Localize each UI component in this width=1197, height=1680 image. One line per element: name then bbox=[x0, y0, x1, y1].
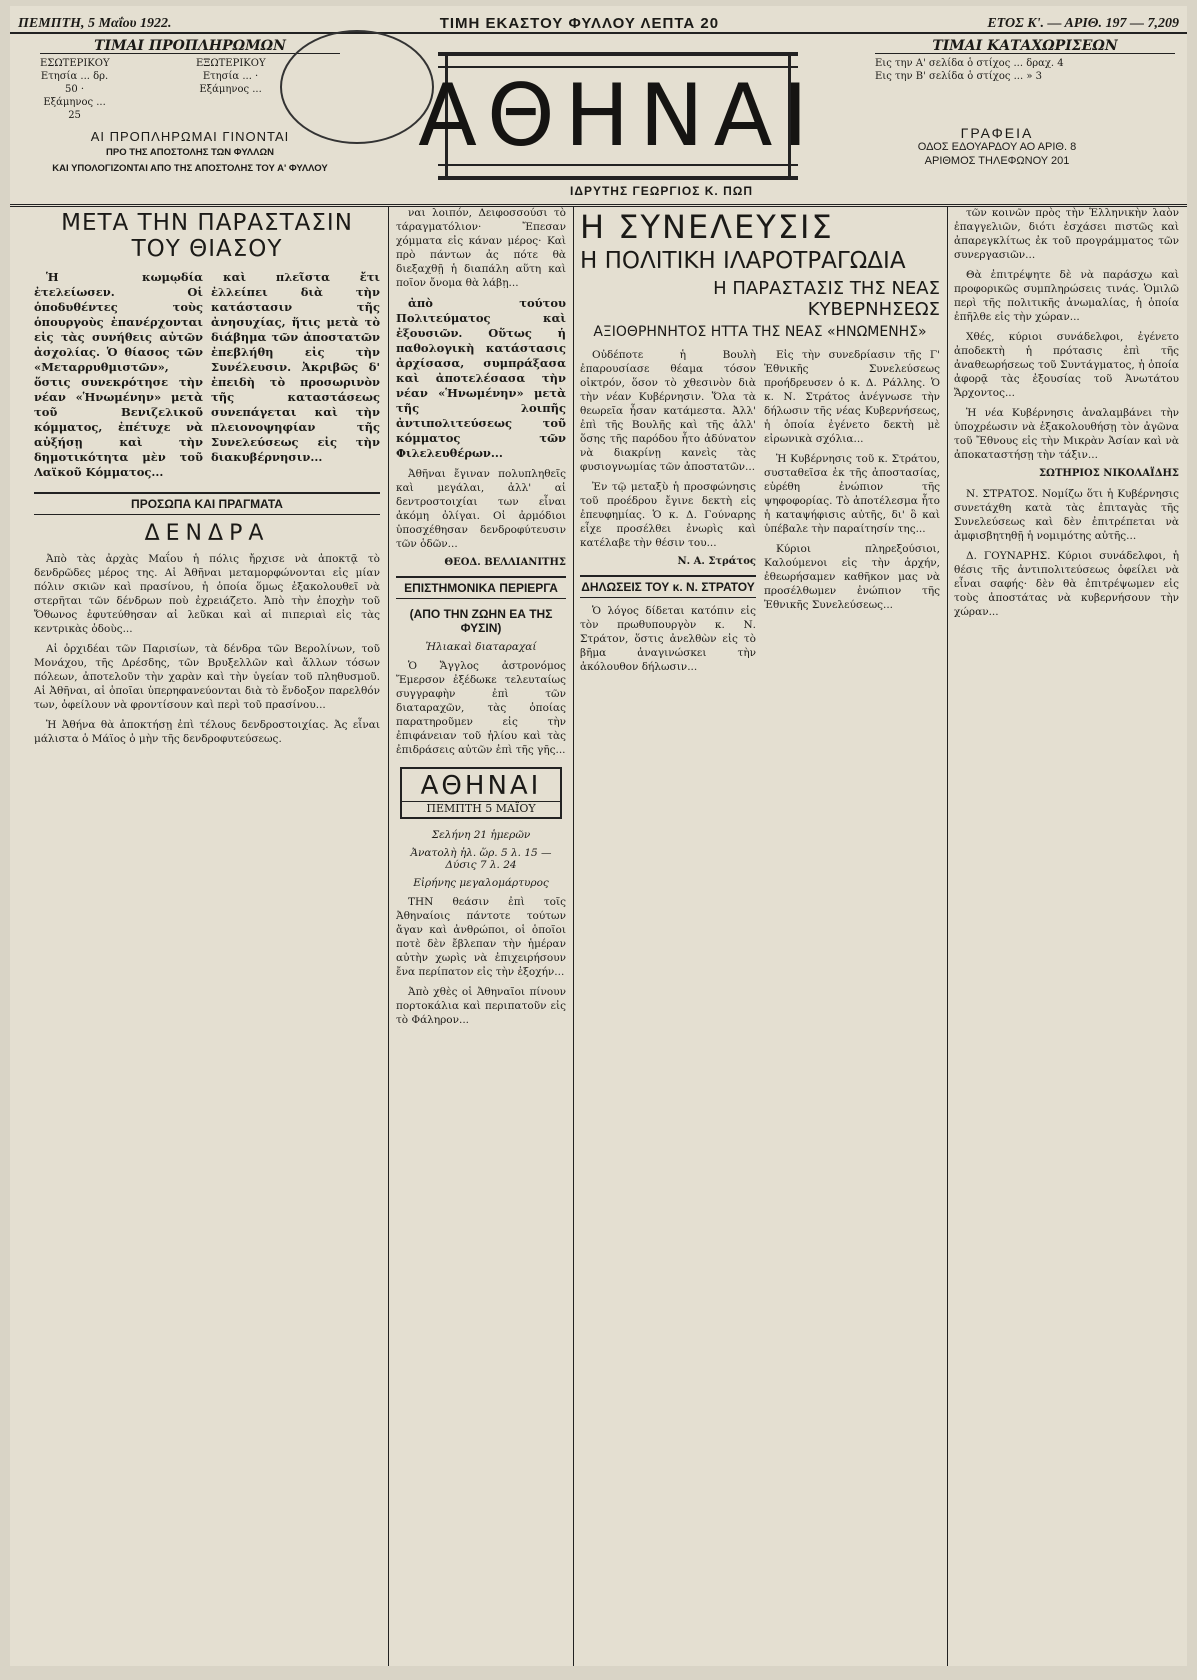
science-head: ΕΠΙΣΤΗΜΟΝΙΚΑ ΠΕΡΙΕΡΓΑ bbox=[396, 576, 566, 599]
calendar-box bbox=[400, 767, 562, 819]
col2-paragraph-5: ΤΗΝ θεάσιν ἐπὶ τοῖς Ἀθηναίοις πάντοτε τούτων ἄγαν καὶ ἀνθρώποι, οἱ ὁποῖοι ποτὲ δὲν ἔβλεπαν τὴν ἡμέραν αὐτὴν χωρὶς νὰ ἐπιχειρήσουν ἔνα περίπατον εἰς τὴν ἐξοχήν... bbox=[396, 896, 566, 978]
issue-number: ΕΤΟΣ Κ'. — ΑΡΙΘ. 197 — 7,209 bbox=[987, 16, 1179, 31]
col4-paragraph-5: Ν. ΣΤΡΑΤΟΣ. Νομίζω ὅτι ἡ Κυβέρνησις συνετάχθη κατὰ τὰς ἐπιταγὰς τῆς Συνελεύσεως καὶ δὲν ἐπιτρέπεται νὰ ἀμφισβητηθῇ ἡ νομιμότης αὐτῆς... bbox=[954, 488, 1179, 542]
column-1 bbox=[34, 206, 380, 1666]
library-seal-icon bbox=[280, 30, 434, 144]
defeat-headline: ΑΞΙΟΘΡΗΝΗΤΟΣ ΗΤΤΑ ΤΗΣ ΝΕΑΣ «ΗΝΩΜΕΝΗΣ» bbox=[593, 324, 927, 340]
domestic-head: ΕΣΩΤΕΡΙΚΟΥ bbox=[40, 58, 110, 69]
lead-article bbox=[34, 270, 380, 486]
calendar-moon: Σελήνη 21 ἡμερῶν bbox=[431, 829, 531, 841]
col4-paragraph-3: Χθές, κύριοι συνάδελφοι, ἐγένετο ἀποδεκτὴ ἡ πρότασις ἐπὶ τῆς ἀναθεωρήσεως τοῦ Συντάγματος, ἡ ὁποία ἀφορᾷ τὰς ἐξουσίας τοῦ Ἀνωτάτου Ἄρχοντος... bbox=[954, 331, 1179, 399]
col4-paragraph-1: τῶν κοινῶν πρὸς τὴν Ἑλληνικὴν λαὸν ἐπαγγελιῶν, διότι ἐσχάσει πιστῶς καὶ ἀπαρεγκλίτως ἐκ τοῦ προγράμματος τῶν συνεργασιῶν... bbox=[954, 207, 1179, 261]
lead-paragraph-1: Ἡ κωμῳδία ἐτελείωσεν. Οἱ ὁποδυθέντες τοὺς ὁπουργοὺς ἐπανέρχονται εἰς τὰς συνήθεις αὐτῶν ἀσχολίας. Ὁ θίασος τῶν «Μεταρρυθμιστῶν», ὅστις συνεκρότησε τὴν νέαν «Ἡνωμένην» μετὰ τοῦ Βενιζελικοῦ κόμματος, ἐπέτυχε νὰ αὐξήσῃ καὶ τὴν δημοτικότητα μὲν τοῦ Λαϊκοῦ Κόμματος... bbox=[34, 270, 203, 479]
frame-top-rule bbox=[438, 52, 798, 68]
title-frame bbox=[418, 52, 818, 180]
assembly-article bbox=[580, 348, 940, 680]
top-bar bbox=[10, 6, 1187, 34]
persons-things-head: ΠΡΟΣΩΠΑ ΚΑΙ ΠΡΑΓΜΑΤΑ bbox=[34, 492, 380, 515]
subscription-note-3: ΚΑΙ ΥΠΟΛΟΓΙΖΟΝΤΑΙ ΑΠΟ ΤΗΣ ΑΠΟΣΤΟΛΗΣ ΤΟΥ Α' ΦΥΛΛΟΥ bbox=[52, 163, 328, 174]
calendar-date: ΠΕΜΠΤΗ 5 ΜΑΪΟΥ bbox=[402, 801, 560, 815]
col2-paragraph-3: Ἀθῆναι ἔγιναν πολυπληθεῖς καὶ μεγάλαι, ἀλλ' αἱ δεντροστοιχίαι των εἶναι ἀκόμη ὀλίγαι. Οἱ ἀρμόδιοι ὑποσχέθησαν δενδροφύτευσιν τῶν ὁδῶν... bbox=[396, 468, 566, 550]
trees-title: ΔΕΝΔΡΑ bbox=[144, 521, 270, 546]
column-4 bbox=[954, 206, 1179, 1666]
political-farce-headline: Η ΠΟΛΙΤΙΚΗ ΙΛΑΡΟΤΡΑΓΩΔΙΑ bbox=[580, 248, 906, 274]
assembly-paragraph-4: Ἡ Κυβέρνησις τοῦ κ. Στράτου, συσταθεῖσα ἐκ τῆς ἀποστασίας, εὑρέθη ἐνώπιον τῆς ψηφοφορίας. Τὸ ἀποτέλεσμα ἦτο ἡ καταψήφισις αὐτῆς, δι' ὃ καὶ ὑπέβαλε τὴν παραίτησίν της... bbox=[764, 453, 940, 535]
assembly-paragraph-2: Ἐν τῷ μεταξὺ ἡ προσφώνησις τοῦ προέδρου ἔγινε δεκτὴ εἰς ἐπευφημίας. Ὁ κ. Δ. Γούναρης εἶχε προσέλθει ἐνωρὶς καὶ κατέλαβε τὴν θέσιν του... bbox=[580, 481, 756, 549]
ads-title: ΤΙΜΑΙ ΚΑΤΑΧΩΡΙΣΕΩΝ bbox=[875, 40, 1175, 54]
frame-bottom-rule bbox=[438, 164, 798, 180]
trees-paragraph-2: Αἱ ὀρχιδέαι τῶν Παρισίων, τὰ δένδρα τῶν Βερολίνων, τοῦ Μονάχου, τῆς Δρέσδης, τῶν Βρυξελλῶν καὶ ἄλλων τόσων πόλεων, ἀποτελοῦν τὴν χαρὰν καὶ τὴν ὑγείαν τοῦ πληθυσμοῦ. Αἱ Ἀθῆναι, αἱ ὁποῖαι ὑπερηφανεύονται διὰ τὸ ἔνδοξον παρελθόν των, ὀφείλουν νὰ φροντίσουν καὶ περὶ τοῦ πρασίνου... bbox=[34, 643, 380, 711]
subscription-title: ΤΙΜΑΙ ΠΡΟΠΛΗΡΩΜΩΝ bbox=[40, 40, 340, 54]
column-rule bbox=[947, 206, 948, 1666]
trees-paragraph-1: Ἀπὸ τὰς ἀρχὰς Μαΐου ἡ πόλις ἤρχισε νὰ ἀποκτᾷ τὸ δενδρῶδες μέρος της. Αἱ Ἀθῆναι μεταμορφώνονται εἰς μίαν πόλιν σκιῶν καὶ πρασίνου, ἡ ὁποία ὅμως ἐξακολουθεῖ νὰ στερῆται τῶν δένδρων ποὺ ἐχρειάζετο. Ἀπὸ τὴν ἐποχὴν τοῦ Ὄθωνος ἐφυτεύθησαν αἱ λεῦκαι καὶ αἱ πιπεριαὶ εἰς τὰς κεντρικὰς ὁδοὺς... bbox=[34, 553, 380, 635]
new-government-headline: Η ΠΑΡΑΣΤΑΣΙΣ ΤΗΣ ΝΕΑΣ ΚΥΒΕΡΝΗΣΕΩΣ bbox=[713, 278, 940, 320]
domestic-rows: Ετησία ... δρ. 50 · Εξάμηνος ... 25 bbox=[40, 71, 109, 121]
assembly-paragraph-3: Εἰς τὴν συνεδρίασιν τῆς Γ' Ἐθνικῆς Συνελεύσεως προήδρευσεν ὁ κ. Δ. Ράλλης. Ὁ κ. Ν. Στράτος ἀνέγνωσε τὴν δήλωσιν τῆς νέας Κυβερνήσεως, ἡ ὁποία ἐγένετο δεκτὴ μὲ εἰρωνικὰ σχόλια... bbox=[764, 349, 940, 445]
ads-box bbox=[875, 40, 1175, 83]
ads-row-1: Εις την Α' σελίδα ὁ στίχος ... δραχ. 4 bbox=[875, 58, 1064, 69]
statements-paragraph-2: Κύριοι πληρεξούσιοι, Καλούμενοι εἰς τὴν ἀρχήν, ἐθεωρήσαμεν καθῆκον μας νὰ προσέλθωμεν ἐνώπιον τῆς Ἐθνικῆς Συνελεύσεως... bbox=[764, 543, 940, 611]
column-3 bbox=[580, 206, 940, 1666]
col2-paragraph-2: ἀπὸ τούτου Πολιτεύματος καὶ ἐξουσιῶν. Οὕτως ἡ παθολογικὴ κατάστασις ἀρχίσασα, συμπράξασα καὶ ἀποτελέσασα τὴν νέαν «Ἡνωμένην» μετὰ τῆς λοιπῆς ἀντιπολιτεύσεως τοῦ κόμματος τῶν Φιλελευθέρων... bbox=[396, 296, 566, 460]
office-phone: ΑΡΙΘΜΟΣ ΤΗΛΕΦΩΝΟΥ 201 bbox=[924, 155, 1070, 167]
trees-paragraph-3: Ἡ Ἀθήνα θὰ ἀποκτήσῃ ἐπὶ τέλους δενδροστοιχίας. Ἀς εἶναι μάλιστα ὁ Μάϊος ὁ μὴν τῆς δενδροφυτεύσεως. bbox=[34, 719, 380, 745]
assembly-headline: Η ΣΥΝΕΛΕΥΣΙΣ bbox=[580, 208, 834, 246]
science-paragraph: Ὁ Ἄγγλος ἀστρονόμος Ἔμερσον ἐξέδωκε τελευταίως συγγραφὴν ἐπὶ τῶν διαταραχῶν, τὰς ὁποίας παρατηροῦμεν εἰς τὴν ἐπιφάνειαν τοῦ ἡλίου καὶ τὰς ἐπιδράσεις αὐτῶν ἐπὶ τῆς γῆς... bbox=[396, 660, 566, 756]
statements-paragraph-1: Ὁ λόγος δίδεται κατόπιν εἰς τὸν πρωθυπουργὸν κ. Ν. Στράτον, ὅστις ἀνελθὼν εἰς τὸ βῆμα ἀναγινώσκει τὴν ἀκόλουθον δήλωσιν... bbox=[580, 605, 756, 673]
subscription-note: ΑΙ ΠΡΟΠΛΗΡΩΜΑΙ ΓΙΝΟΝΤΑΙ bbox=[90, 129, 290, 144]
science-tag: Ἠλιακαὶ διαταραχαί bbox=[425, 641, 537, 653]
calendar-sun: Ἀνατολὴ ἡλ. ὥρ. 5 λ. 15 — Δύσις 7 λ. 24 bbox=[410, 847, 552, 871]
office-box bbox=[877, 126, 1117, 168]
signature-vellianitis: ΘΕΟΔ. ΒΕΛΛΙΑΝΙΤΗΣ bbox=[444, 557, 566, 568]
column-rule bbox=[573, 206, 574, 1666]
column-rule bbox=[388, 206, 389, 1666]
foreign-head: ΕΞΩΤΕΡΙΚΟΥ bbox=[196, 58, 266, 69]
calendar-nameday: Εἰρήνης μεγαλομάρτυρος bbox=[413, 877, 549, 889]
calendar-title: ΑΘΗΝΑΙ bbox=[420, 771, 542, 801]
col2-paragraph-1: ναι λοιπόν, Δειφοσσούσι τὸ τάραγματόλιον· Ἔπεσαν χόμματα εἰς κάναν μέρος· Καὶ πρὸ πάντων ἀς πότε θὰ διεξαχθῇ ἡ διαπάλη αὕτη καὶ ποῖον ὄνομα θὰ λάβῃ... bbox=[396, 207, 566, 289]
lead-headline: ΜΕΤΑ ΤΗΝ ΠΑΡΑΣΤΑΣΙΝ ΤΟΥ ΘΙΑΣΟΥ bbox=[61, 210, 353, 262]
col4-paragraph-4: Ἡ νέα Κυβέρνησις ἀναλαμβάνει τὴν ὑποχρέωσιν νὰ ἐξακολουθήσῃ τὸν ἀγῶνα τοῦ Ἔθνους εἰς τὴν Μικρὰν Ἀσίαν καὶ νὰ ἀποκαταστήσῃ τὴν τάξιν... bbox=[954, 407, 1179, 461]
lead-paragraph-2: καὶ πλεῖστα ἔτι ἐλλείπει διὰ τὴν κατάστασιν τῆς ἀνησυχίας, ἥτις μετὰ τὸ διάβημα τῶν ἀποστατῶν ἐπεβλήθη εἰς τὴν Συνέλευσιν. Ἀκριβῶς δ' ἐπειδὴ τὸ προσωρινὸν τῆς καταστάσεως συνεπάγεται καὶ τὴν πλειονοψηφίαν τῆς Συνελεύσεως εἰς τὴν διακυβέρνησιν... bbox=[211, 270, 380, 464]
issue-date: ΠΕΜΠΤΗ, 5 Μαΐου 1922. bbox=[18, 16, 172, 31]
col2-paragraph-6: Ἀπὸ χθὲς οἱ Ἀθηναῖοι πίνουν πορτοκάλια καὶ περιπατοῦν εἰς τὸ Φάληρον... bbox=[396, 986, 566, 1026]
newspaper-page bbox=[10, 6, 1187, 1666]
founder-line: ΙΔΡΥΤΗΣ ΓΕΩΡΓΙΟΣ Κ. ΠΩΠ bbox=[570, 184, 754, 198]
paper-title: ΑΘΗΝΑΙ bbox=[418, 66, 818, 166]
office-title: ΓΡΑΦΕΙΑ bbox=[960, 125, 1034, 141]
issue-price: ΤΙΜΗ ΕΚΑΣΤΟΥ ΦΥΛΛΟΥ ΛΕΠΤΑ 20 bbox=[439, 15, 720, 32]
subscription-note-2: ΠΡΟ ΤΗΣ ΑΠΟΣΤΟΛΗΣ ΤΩΝ ΦΥΛΛΩΝ bbox=[106, 147, 274, 158]
col4-paragraph-2: Θὰ ἐπιτρέψητε δὲ νὰ παράσχω καὶ προφορικῶς συμπληρώσεις τινάς. Ὁμιλῶ περὶ τῆς πολιτικῆς ἀνωμαλίας, ἡ ὁποία ἐπῆλθε εἰς τὴν χώραν... bbox=[954, 269, 1179, 323]
col4-paragraph-6: Δ. ΓΟΥΝΑΡΗΣ. Κύριοι συνάδελφοι, ἡ θέσις τῆς ἀντιπολιτεύσεως ὀφείλει νὰ εἶναι σαφής· δὲν θὰ ἐπιτρέψωμεν εἰς τοὺς ἀποστάτας νὰ κυβερνήσουν τὴν χώραν... bbox=[954, 550, 1179, 618]
signature-stratos: Ν. Α. Στράτος bbox=[677, 556, 756, 567]
stratos-statements-head: ΔΗΛΩΣΕΙΣ ΤΟΥ κ. Ν. ΣΤΡΑΤΟΥ bbox=[580, 575, 756, 598]
assembly-paragraph-1: Οὐδέποτε ἡ Βουλὴ ἐπαρουσίασε θέαμα τόσον οἰκτρόν, ὅσον τὸ χθεσινὸν διὰ τὴν νέαν Κυβέρνησιν. Ὅλα τὰ θεωρεῖα ἦσαν κατάμεστα. Ἀλλ' ἐπὶ τῆς Βουλῆς καὶ τῆς ἀλλ' ὅσης τῆς παρόδου ἦτο ἀδύνατον νὰ διακρίνῃ κανεὶς τὰς φυσιογνωμίας τῶν ἀποστατῶν... bbox=[580, 349, 756, 473]
content-area bbox=[10, 206, 1187, 1666]
column-2 bbox=[396, 206, 566, 1666]
signature-nikolaidis: ΣΩΤΗΡΙΟΣ ΝΙΚΟΛΑΪΔΗΣ bbox=[1038, 468, 1179, 479]
science-sub: (ΑΠΟ ΤΗΝ ΖΩΗΝ ΕΑ ΤΗΣ ΦΥΣΙΝ) bbox=[409, 607, 553, 635]
ads-row-2: Εις την Β' σελίδα ὁ στίχος ... » 3 bbox=[875, 71, 1042, 82]
masthead bbox=[10, 34, 1187, 207]
office-address: ΟΔΟΣ ΕΔΟΥΑΡΔΟΥ ΑΟ ΑΡΙΘ. 8 bbox=[917, 141, 1077, 153]
foreign-rows: Ετησία ... · Εξάμηνος ... bbox=[199, 71, 262, 95]
